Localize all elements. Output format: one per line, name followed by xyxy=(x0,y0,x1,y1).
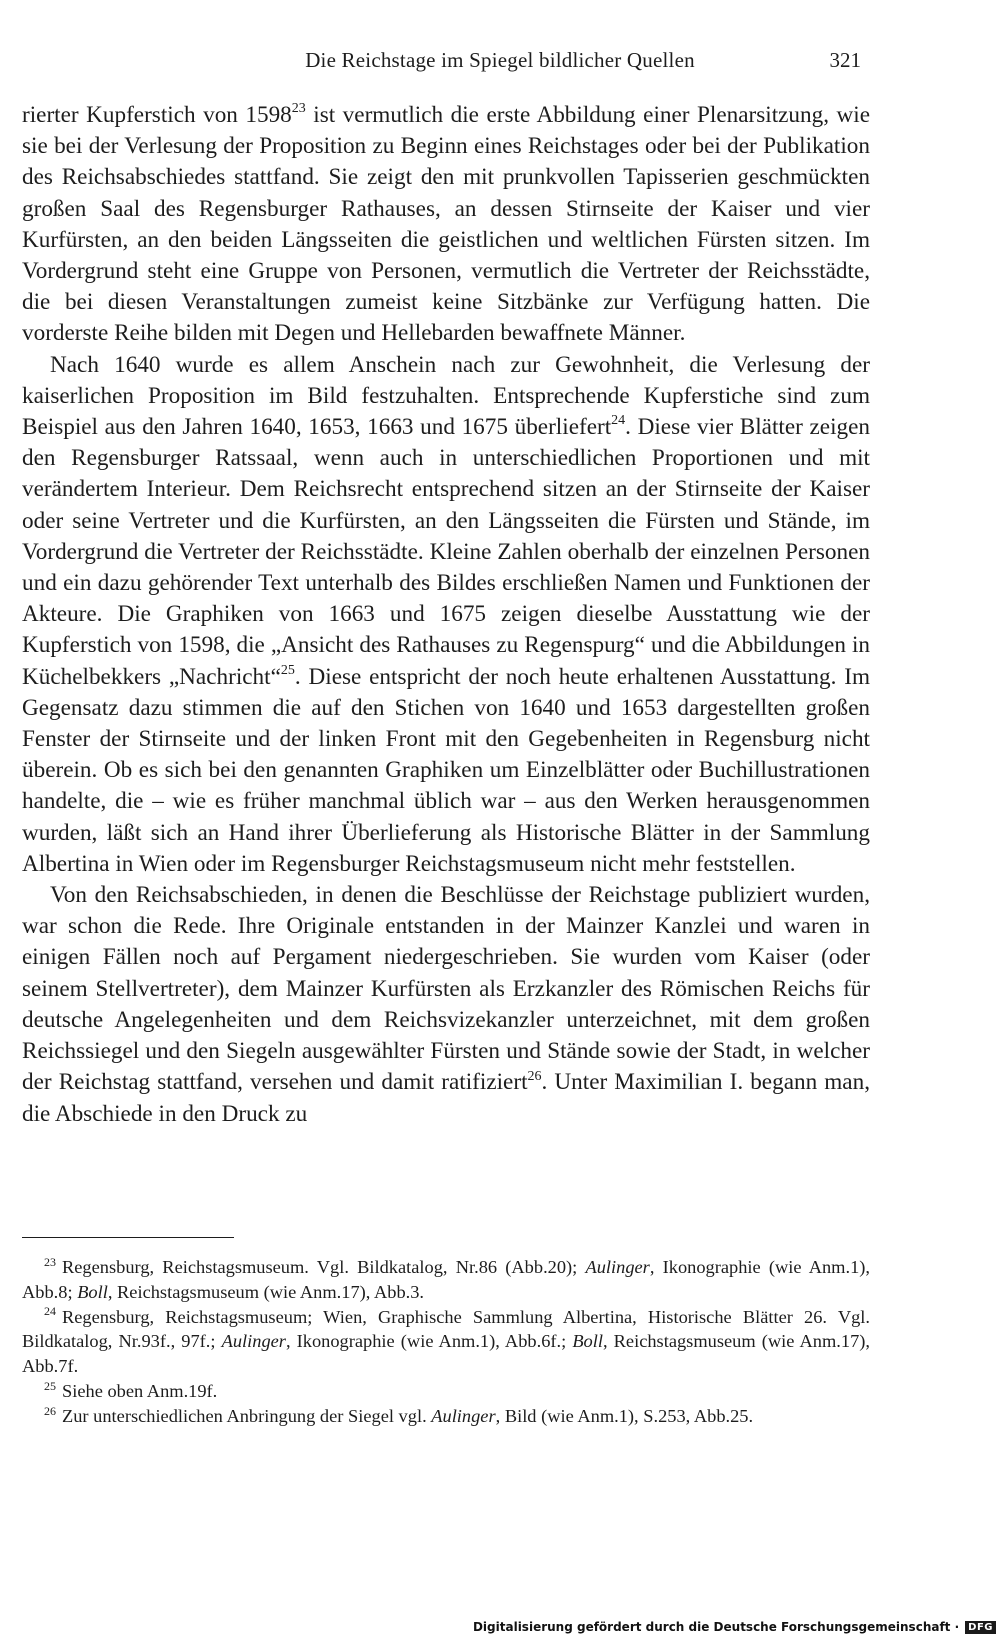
main-text xyxy=(22,100,870,1130)
footnote-ref-25: 25 xyxy=(280,662,295,678)
paragraph-1 xyxy=(22,100,870,350)
text-run: ist vermutlich die erste Abbildung einer Plenarsitzung, wie sie bei der Verlesung der Proposition zu Beginn eines Reichstages oder bei der Publikation des Reichsabschiedes stattfand. Sie zeigt den mit prunkvollen Tapisserien geschmückten großen Saal des Regensburger Rathauses, an dessen Stirnseite der Kaiser und vier Kurfürsten, an den beiden Längsseiten die geistlichen und weltlichen Fürsten sitzen. Im Vordergrund steht eine Gruppe von Personen, vermutlich die Vertreter der Reichsstädte, die bei diesen Veranstaltungen zumeist keine Sitzbänke zur Verfügung hatten. Die vorderste Reihe bilden mit Degen und Hellebarden bewaffnete Männer. xyxy=(22,102,870,347)
running-header: Die Reichstage im Spiegel bildlicher Quellen xyxy=(305,48,695,72)
text-run: . Unter Maximilian I. begann man, die Abschiede in den Druck zu xyxy=(22,1069,870,1127)
page-number: 321 xyxy=(829,48,861,72)
footnotes xyxy=(22,1255,870,1429)
footnote-25 xyxy=(22,1379,870,1404)
author-name: Boll xyxy=(572,1331,603,1352)
text-run: . Diese vier Blätter zeigen den Regensburger Ratssaal, wenn auch in unterschiedlichen Proportionen und mit verändertem Interieur. Dem Reichsrecht entsprechend sitzen an der Stirnseite der Kaiser oder seine Vertreter und die Kurfürsten, an den Längsseiten die Fürsten und Stände, im Vordergrund die Vertreter der Reichsstädte. Kleine Zahlen oberhalb der einzelnen Personen und ein dazu gehörender Text unterhalb des Bildes erschließen Namen und Funktionen der Akteure. Die Graphiken von 1663 und 1675 zeigen dieselbe Ausstattung wie der Kupferstich von 1598, die „Ansicht des Rathauses zu Regenspurg“ und die Abbildungen in Küchelbekkers „Nachricht“ xyxy=(22,414,871,690)
credit-text: Digitalisierung gefördert durch die Deutsche Forschungsgemeinschaft · xyxy=(472,1620,960,1634)
footnote-26 xyxy=(22,1404,870,1429)
footnote-text: Regensburg, Reichstagsmuseum; Wien, Graphische Sammlung Albertina, Historische Blätter 26. Vgl. Bildkatalog, Nr.93f., 97f.; xyxy=(22,1306,870,1352)
footnote-number: 23 xyxy=(44,1254,56,1269)
footnote-number: 24 xyxy=(44,1304,56,1319)
text-run: rierter Kupferstich von 1598 xyxy=(22,102,292,128)
digitization-credit xyxy=(473,1618,996,1636)
footnote-text: , Bild (wie Anm.1), S.253, Abb.25. xyxy=(495,1405,754,1426)
footnote-number: 25 xyxy=(44,1378,56,1393)
paragraph-3 xyxy=(22,880,870,1130)
footnote-text: Zur unterschiedlichen Anbringung der Siegel vgl. xyxy=(62,1405,432,1426)
footnote-ref-23: 23 xyxy=(291,101,306,117)
footnote-ref-26: 26 xyxy=(527,1068,542,1084)
author-name: Boll xyxy=(77,1281,108,1302)
footnote-text: , Reichstagsmuseum (wie Anm.17), Abb.7f. xyxy=(22,1331,870,1377)
author-name: Aulinger xyxy=(431,1405,496,1426)
footnote-divider xyxy=(22,1237,234,1238)
footnote-number: 26 xyxy=(44,1403,56,1418)
footnote-23 xyxy=(22,1255,870,1305)
text-run: . Diese entspricht der noch heute erhaltenen Ausstattung. Im Gegensatz dazu stimmen die auf den Stichen von 1640 und 1653 dargestellten großen Fenster der Stirnseite und der linken Front mit den Gegebenheiten in Regensburg nicht überein. Ob es sich bei den genannten Graphiken um Einzelblätter oder Buchillustrationen handelte, die – wie es früher manchmal üblich war – aus den Werken herausgenommen wurden, läßt sich an Hand ihrer Überlieferung als Historische Blätter in der Sammlung Albertina in Wien oder im Regensburger Reichstagsmuseum nicht mehr feststellen. xyxy=(22,663,870,877)
text-run: Nach 1640 wurde es allem Anschein nach zur Gewohnheit, die Verlesung der kaiserlichen Proposition im Bild festzuhalten. Entsprechende Kupferstiche sind zum Beispiel aus den Jahren 1640, 1653, 1663 und 1675 überliefert xyxy=(22,351,870,441)
paragraph-2 xyxy=(22,350,870,880)
footnote-ref-24: 24 xyxy=(611,413,626,429)
footnote-text: , Ikonographie (wie Anm.1), Abb.6f.; xyxy=(285,1331,573,1352)
author-name: Aulinger xyxy=(585,1257,650,1277)
footnote-text: , Reichstagsmuseum (wie Anm.17), Abb.3. xyxy=(107,1281,425,1302)
footnote-text: , Ikonographie (wie Anm.1), Abb.8; xyxy=(22,1257,871,1302)
footnote-text: Siehe oben Anm.19f. xyxy=(62,1380,218,1401)
text-run: Von den Reichsabschieden, in denen die Beschlüsse der Reichstage publiziert wurden, war schon die Rede. Ihre Originale entstanden in der Mainzer Kanzlei und waren in einigen Fällen noch auf Pergament niedergeschrieben. Sie wurden vom Kaiser (oder seinem Stellvertreter), dem Mainzer Kurfürsten als Erzkanzler des Römischen Reichs für deutsche Angelegenheiten und dem Reichsvizekanzler unterzeichnet, mit dem großen Reichssiegel und den Siegeln ausgewählter Fürsten und Stände sowie der Stadt, in welcher der Reichstag stattfand, versehen und damit ratifiziert xyxy=(22,882,870,1096)
footnote-text: Regensburg, Reichstagsmuseum. Vgl. Bildkatalog, Nr.86 (Abb.20); xyxy=(62,1257,586,1277)
author-name: Aulinger xyxy=(221,1331,286,1352)
footnote-24 xyxy=(22,1305,870,1379)
dfg-logo-icon: DFG xyxy=(965,1621,996,1634)
